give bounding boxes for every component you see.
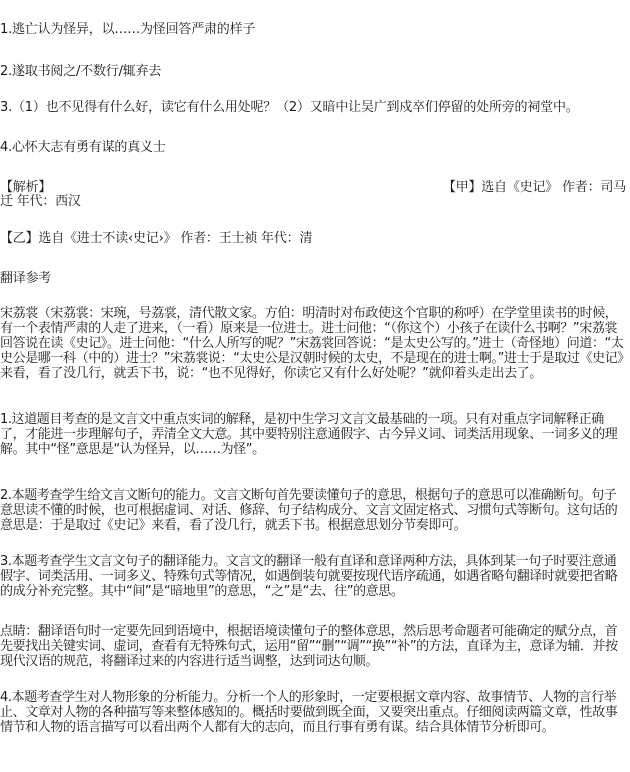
answer-2: 2.遂取书阅之/不数行/辄弃去 [0, 64, 162, 79]
note-2: 2.本题考查学生给文言文断句的能力。文言文断句首先要读懂句子的意思，根据句子的意思可以准确断句。句子意思读不懂的时候，也可根据虚词、对话、修辞、句子结构成分、文言文固定格式、习惯句式等断句。这句话的意思是：于是取过《史记》来看，看了没几行，就丢下书。根据意思划分节奏即可。 [0, 488, 618, 533]
translation-heading: 翻译参考 [0, 271, 52, 286]
analysis-source-row [0, 180, 630, 195]
note-3: 3.本题考查学生文言文句子的翻译能力。文言文的翻译一般有直译和意译两种方法，具体到某一句子时要注意通假字、词类活用、一词多义、特殊句式等情况，如遇倒装句就要按现代语序疏通，如遇省略句翻译时就要把省略的成分补充完整。其中“间”是“暗地里”的意思，“之”是“去、往”的意思。 [0, 554, 618, 599]
source-jia-cont: 迁 年代：西汉 [0, 194, 81, 209]
note-1: 1.这道题目考查的是文言文中重点实词的解释，是初中生学习文言文最基础的一项。只有对重点字词解释正确了，才能进一步理解句子，弄清全文大意。其中要特别注意通假字、古今异义词、词类活用现象、一词多义的理解。其中“怪”意思是“认为怪异，以……为怪”。 [0, 412, 618, 457]
source-jia: 【甲】选自《史记》 作者：司马 [442, 180, 626, 195]
answer-4: 4.心怀大志有勇有谋的真义士 [0, 140, 166, 155]
translation-body: 宋荔裳（宋荔裳：宋琬，号荔裳，清代散文家。方伯：明清时对布政使这个官职的称呼）在学堂里读书的时候，有一个表情严肃的人走了进来，（一看）原来是一位进士。进士问他：“（你这个）小孩子在读什么书啊？”宋荔裳回答说在读《史记》。进士问他：“什么人所写的呢？”宋荔裳回答说：“是太史公写的。”进士（奇怪地）问道：“太史公是哪一科（中的）进士？”宋荔裳说：“太史公是汉朝时候的太史，不是现在的进士啊。”进士于是取过《史记》来看，看了没几行，就丢下书，说：“也不见得好，你读它又有什么好处呢？”就仰着头走出去了。 [0, 306, 624, 381]
analysis-heading: 【解析】 [0, 180, 52, 195]
answer-3: 3.（1）也不见得有什么好，读它有什么用处呢？（2）又暗中让吴广到戍卒们停留的处所旁的祠堂中。 [0, 100, 579, 115]
source-yi: 【乙】选自《进士不读‹史记›》 作者：王士祯 年代：清 [0, 231, 313, 246]
note-4: 4.本题考查学生对人物形象的分析能力。分析一个人的形象时，一定要根据文章内容、故事情节、人物的言行举止、文章对人物的各种描写等来整体感知的。概括时要做到既全面，又要突出重点。仔细阅读两篇文章，性故事情节和人物的语言描写可以看出两个人都有大的志向，而且行事有勇有谋。结合具体情节分析即可。 [0, 690, 618, 735]
answer-1: 1.逃亡认为怪异，以……为怪回答严肃的样子 [0, 22, 256, 37]
tip: 点睛：翻译语句时一定要先回到语境中，根据语境读懂句子的整体意思，然后思考命题者可能确定的赋分点，首先要找出关键实词、虚词，查看有无特殊句式，运用“留”“删”“调”“换”“补”的方法，直译为主，意译为辅．并按现代汉语的规范，将翻译过来的内容进行适当调整，达到词达句顺。 [0, 624, 618, 669]
